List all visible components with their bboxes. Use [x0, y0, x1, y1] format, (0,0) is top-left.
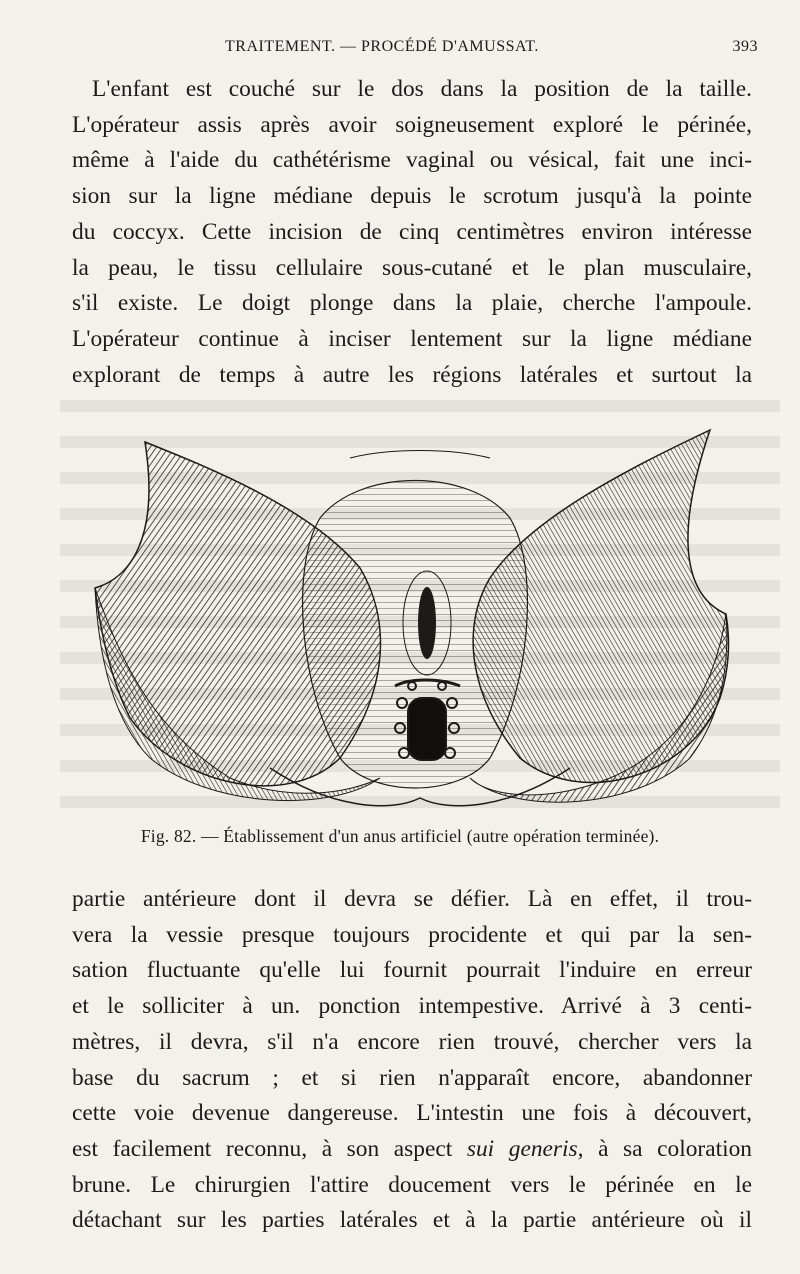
text-line: partie antérieure dont il devra se défier. Là en effet, il trou- [72, 886, 752, 912]
figure-caption-text: — Établissement d'un anus artificiel (autre opération terminée). [201, 826, 660, 846]
text-line: même à l'aide du cathétérisme vaginal ou vésical, fait une inci- [72, 147, 752, 174]
text-line: la peau, le tissu cellulaire sous-cutané et le plan musculaire, [72, 254, 752, 281]
text-line-with-italic [72, 1132, 752, 1168]
engraving-illustration [90, 428, 740, 818]
paragraph-top [72, 72, 752, 393]
text-line: mètres, il devra, s'il n'a encore rien trouvé, chercher vers la [72, 1028, 752, 1055]
page-number: 393 [732, 38, 758, 55]
text-line: détachant sur les parties latérales et à la partie antérieure où il [72, 1207, 752, 1234]
text-line: brune. Le chirurgien l'attire doucement vers le périnée en le [72, 1171, 752, 1198]
text-line: L'opérateur assis après avoir soigneusement exploré le périnée, [72, 111, 752, 138]
text-segment: est facilement reconnu, à son aspect [72, 1135, 467, 1162]
text-line: L'opérateur continue à inciser lentement sur la ligne médiane [72, 325, 752, 352]
text-line: L'enfant est couché sur le dos dans la position de la taille. [92, 76, 752, 102]
running-head [0, 36, 800, 62]
text-line: cette voie devenue dangereuse. L'intestin une fois à découvert, [72, 1100, 752, 1127]
figure-caption [0, 826, 800, 847]
text-line: base du sacrum ; et si rien n'apparaît encore, abandonner [72, 1064, 752, 1091]
running-title: TRAITEMENT. — PROCÉDÉ D'AMUSSAT. [225, 38, 539, 55]
text-segment: , à sa coloration [577, 1135, 752, 1162]
text-line: sion sur la ligne médiane depuis le scrotum jusqu'à la pointe [72, 183, 752, 210]
artificial-anus [408, 698, 446, 760]
paragraph-bottom [72, 882, 752, 1239]
text-line: vera la vessie presque toujours procidente et qui par la sen- [72, 921, 752, 948]
text-line: s'il existe. Le doigt plonge dans la plaie, cherche l'ampoule. [72, 290, 752, 317]
text-line: du coccyx. Cette incision de cinq centimètres environ intéresse [72, 218, 752, 245]
text-line: sation fluctuante qu'elle lui fournit pourrait l'induire en erreur [72, 957, 752, 984]
vaginal-orifice [418, 587, 436, 659]
italic-term: sui generis [466, 1135, 578, 1162]
text-line: explorant de temps à autre les régions latérales et surtout la [72, 361, 752, 388]
text-line: et le solliciter à un. ponction intempestive. Arrivé à 3 centi- [72, 993, 752, 1020]
figure-label: Fig. 82. [140, 826, 197, 846]
